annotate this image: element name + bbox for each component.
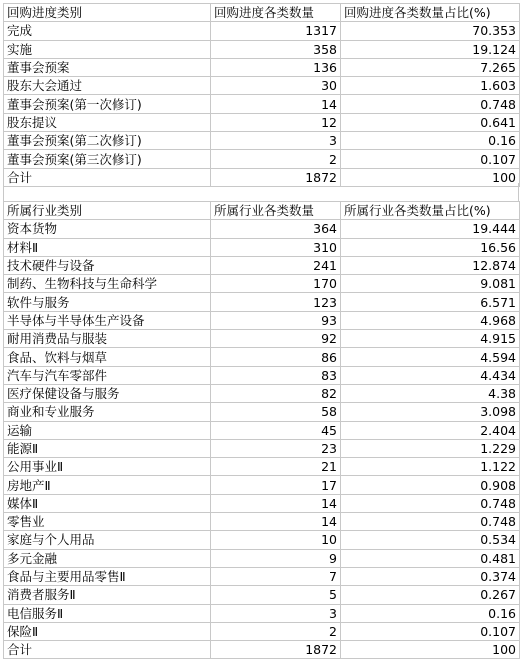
count-cell[interactable]: 92: [211, 330, 341, 348]
count-cell[interactable]: 5: [211, 586, 341, 604]
count-cell[interactable]: 1317: [211, 22, 341, 40]
percent-cell[interactable]: 9.081: [341, 275, 520, 293]
percent-cell[interactable]: 0.534: [341, 531, 520, 549]
percent-cell[interactable]: 0.107: [341, 622, 520, 640]
category-cell[interactable]: 软件与服务: [4, 293, 211, 311]
percent-cell[interactable]: 7.265: [341, 58, 520, 76]
category-cell[interactable]: 合计: [4, 168, 211, 186]
category-cell[interactable]: 消费者服务Ⅱ: [4, 586, 211, 604]
percent-cell[interactable]: 0.374: [341, 567, 520, 585]
table-row: [4, 220, 520, 238]
count-cell[interactable]: 45: [211, 421, 341, 439]
percent-cell[interactable]: 0.641: [341, 113, 520, 131]
table-row: [4, 567, 520, 585]
count-cell[interactable]: 86: [211, 348, 341, 366]
count-cell[interactable]: 82: [211, 384, 341, 402]
table-row: [4, 293, 520, 311]
table-row: [4, 439, 520, 457]
category-cell[interactable]: 商业和专业服务: [4, 403, 211, 421]
percent-cell[interactable]: 0.267: [341, 586, 520, 604]
percent-cell[interactable]: 0.908: [341, 476, 520, 494]
count-cell[interactable]: 123: [211, 293, 341, 311]
table-row: [4, 40, 520, 58]
table-row: [4, 256, 520, 274]
count-cell[interactable]: 2: [211, 150, 341, 168]
percent-cell[interactable]: 4.38: [341, 384, 520, 402]
table-row: [4, 531, 520, 549]
percent-cell[interactable]: 4.968: [341, 311, 520, 329]
count-cell[interactable]: 14: [211, 513, 341, 531]
count-cell[interactable]: 14: [211, 95, 341, 113]
count-cell[interactable]: 21: [211, 458, 341, 476]
header-row: [4, 4, 520, 22]
category-cell[interactable]: 运输: [4, 421, 211, 439]
column-header[interactable]: 回购进度各类数量: [211, 4, 341, 22]
count-cell[interactable]: 1872: [211, 641, 341, 659]
count-cell[interactable]: 136: [211, 58, 341, 76]
percent-cell[interactable]: 1.229: [341, 439, 520, 457]
count-cell[interactable]: 30: [211, 77, 341, 95]
table-row: [4, 150, 520, 168]
table-row: [4, 22, 520, 40]
category-cell[interactable]: 房地产Ⅱ: [4, 476, 211, 494]
category-cell[interactable]: 董事会预案(第三次修订): [4, 150, 211, 168]
category-cell[interactable]: 耐用消费品与服装: [4, 330, 211, 348]
table-row: [4, 604, 520, 622]
table-row: [4, 403, 520, 421]
percent-cell[interactable]: 4.434: [341, 366, 520, 384]
category-cell[interactable]: 多元金融: [4, 549, 211, 567]
table-row: [4, 421, 520, 439]
percent-cell[interactable]: 0.481: [341, 549, 520, 567]
count-cell[interactable]: 14: [211, 494, 341, 512]
count-cell[interactable]: 17: [211, 476, 341, 494]
table-row: [4, 330, 520, 348]
category-cell[interactable]: 食品与主要用品零售Ⅱ: [4, 567, 211, 585]
percent-cell[interactable]: 0.748: [341, 513, 520, 531]
count-cell[interactable]: 10: [211, 531, 341, 549]
percent-cell[interactable]: 12.874: [341, 256, 520, 274]
percent-cell[interactable]: 1.603: [341, 77, 520, 95]
category-cell[interactable]: 制药、生物科技与生命科学: [4, 275, 211, 293]
percent-cell[interactable]: 2.404: [341, 421, 520, 439]
category-cell[interactable]: 完成: [4, 22, 211, 40]
percent-cell[interactable]: 100: [341, 168, 520, 186]
percent-cell[interactable]: 0.16: [341, 132, 520, 150]
table-row: [4, 113, 520, 131]
count-cell[interactable]: 2: [211, 622, 341, 640]
category-cell[interactable]: 公用事业Ⅱ: [4, 458, 211, 476]
category-cell[interactable]: 食品、饮料与烟草: [4, 348, 211, 366]
column-header[interactable]: 回购进度各类数量占比(%): [341, 4, 520, 22]
percent-cell[interactable]: 1.122: [341, 458, 520, 476]
table-row: [4, 58, 520, 76]
count-cell[interactable]: 93: [211, 311, 341, 329]
category-cell[interactable]: 资本货物: [4, 220, 211, 238]
category-cell[interactable]: 董事会预案(第二次修订): [4, 132, 211, 150]
percent-cell[interactable]: 0.748: [341, 95, 520, 113]
table-row: [4, 77, 520, 95]
percent-cell[interactable]: 6.571: [341, 293, 520, 311]
percent-cell[interactable]: 19.124: [341, 40, 520, 58]
column-header[interactable]: 所属行业各类数量占比(%): [341, 202, 520, 220]
category-cell[interactable]: 家庭与个人用品: [4, 531, 211, 549]
percent-cell[interactable]: 70.353: [341, 22, 520, 40]
table-row: [4, 549, 520, 567]
category-cell[interactable]: 媒体Ⅱ: [4, 494, 211, 512]
table-row: [4, 476, 520, 494]
table-row: [4, 513, 520, 531]
count-cell[interactable]: 83: [211, 366, 341, 384]
table-row: [4, 132, 520, 150]
percent-cell[interactable]: 0.16: [341, 604, 520, 622]
category-cell[interactable]: 电信服务Ⅱ: [4, 604, 211, 622]
empty-row: [3, 183, 519, 201]
table-row: [4, 622, 520, 640]
category-cell[interactable]: 股东提议: [4, 113, 211, 131]
industry-table: [3, 201, 520, 659]
header-row: [4, 202, 520, 220]
table-row: [4, 384, 520, 402]
category-cell[interactable]: 能源Ⅱ: [4, 439, 211, 457]
table-row: [4, 95, 520, 113]
category-cell[interactable]: 材料Ⅱ: [4, 238, 211, 256]
category-cell[interactable]: 技术硬件与设备: [4, 256, 211, 274]
count-cell[interactable]: 3: [211, 604, 341, 622]
table-row: [4, 238, 520, 256]
percent-cell[interactable]: 0.748: [341, 494, 520, 512]
count-cell[interactable]: 7: [211, 567, 341, 585]
category-cell[interactable]: 实施: [4, 40, 211, 58]
percent-cell[interactable]: 4.915: [341, 330, 520, 348]
table-row: [4, 311, 520, 329]
category-cell[interactable]: 汽车与汽车零部件: [4, 366, 211, 384]
table-row: [4, 458, 520, 476]
table-row: [4, 494, 520, 512]
percent-cell[interactable]: 0.107: [341, 150, 520, 168]
category-cell[interactable]: 董事会预案: [4, 58, 211, 76]
category-cell[interactable]: 保险Ⅱ: [4, 622, 211, 640]
column-header[interactable]: 所属行业各类数量: [211, 202, 341, 220]
column-header[interactable]: 所属行业类别: [4, 202, 211, 220]
percent-cell[interactable]: 100: [341, 641, 520, 659]
category-cell[interactable]: 合计: [4, 641, 211, 659]
count-cell[interactable]: 3: [211, 132, 341, 150]
percent-cell[interactable]: 4.594: [341, 348, 520, 366]
count-cell[interactable]: 9: [211, 549, 341, 567]
count-cell[interactable]: 170: [211, 275, 341, 293]
percent-cell[interactable]: 16.56: [341, 238, 520, 256]
category-cell[interactable]: 零售业: [4, 513, 211, 531]
table-row: [4, 366, 520, 384]
count-cell[interactable]: 23: [211, 439, 341, 457]
category-cell[interactable]: 董事会预案(第一次修订): [4, 95, 211, 113]
count-cell[interactable]: 58: [211, 403, 341, 421]
category-cell[interactable]: 医疗保健设备与服务: [4, 384, 211, 402]
percent-cell[interactable]: 19.444: [341, 220, 520, 238]
category-cell[interactable]: 股东大会通过: [4, 77, 211, 95]
table-row: [4, 348, 520, 366]
category-cell[interactable]: 半导体与半导体生产设备: [4, 311, 211, 329]
table-row: [4, 275, 520, 293]
count-cell[interactable]: 358: [211, 40, 341, 58]
count-cell[interactable]: 1872: [211, 168, 341, 186]
count-cell[interactable]: 241: [211, 256, 341, 274]
percent-cell[interactable]: 3.098: [341, 403, 520, 421]
buyback-progress-table: [3, 3, 520, 187]
column-header[interactable]: 回购进度类别: [4, 4, 211, 22]
count-cell[interactable]: 364: [211, 220, 341, 238]
count-cell[interactable]: 12: [211, 113, 341, 131]
table-row: [4, 586, 520, 604]
count-cell[interactable]: 310: [211, 238, 341, 256]
table-row: [4, 641, 520, 659]
